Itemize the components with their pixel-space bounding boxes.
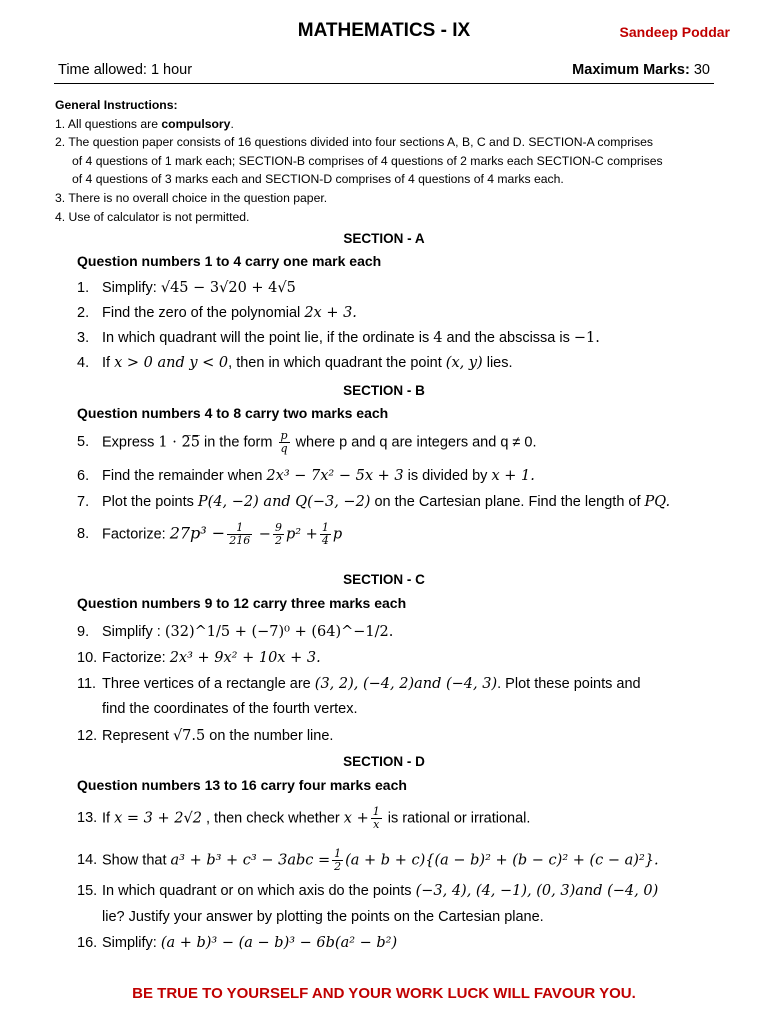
question-number: 14.	[77, 852, 98, 869]
fraction	[273, 522, 284, 547]
question-16	[77, 935, 397, 951]
fraction	[320, 522, 331, 547]
question-number: 9.	[77, 624, 90, 640]
question-12	[77, 728, 333, 744]
question-11-continued: find the coordinates of the fourth vertex.	[102, 701, 358, 717]
instruction-emphasis: compulsory	[161, 116, 231, 131]
question-math: −	[254, 526, 271, 543]
question-text: Simplify:	[102, 280, 161, 296]
marks-label: Maximum Marks:	[572, 62, 690, 78]
instruction-4: 4. Use of calculator is not permitted.	[55, 209, 250, 224]
question-number: 13.	[77, 810, 98, 827]
fraction-denominator: 216	[229, 534, 251, 547]
motivational-footer: BE TRUE TO YOURSELF AND YOUR WORK LUCK WILL FAVOUR YOU.	[132, 985, 636, 1002]
instruction-text: .	[230, 116, 234, 131]
fraction-numerator: 1	[321, 521, 329, 534]
question-math: P(4, −2) and Q(−3, −2)	[197, 494, 371, 510]
question-9	[77, 624, 393, 640]
question-math: (a + b)³ − (a − b)³ − 6b(a² − b²)	[160, 935, 398, 951]
question-7	[77, 494, 670, 510]
question-number: 3.	[77, 330, 90, 346]
question-5	[77, 430, 537, 455]
fraction-denominator: 2	[334, 860, 342, 873]
maximum-marks	[572, 62, 710, 78]
question-math: (x, y)	[445, 355, 483, 371]
header-divider	[54, 83, 714, 84]
fraction-denominator: x	[373, 818, 380, 831]
question-2	[77, 305, 357, 321]
question-math: (−3, 4), (4, −1), (0, 3)and (−4, 0)	[415, 883, 659, 899]
question-math: 27p³ −	[169, 523, 226, 543]
fraction-denominator: 4	[321, 534, 329, 547]
fraction-numerator: 1	[227, 522, 252, 535]
question-math: 1 · 2̅5̅	[158, 434, 200, 451]
question-11	[77, 676, 641, 692]
question-math: x > 0 and y < 0	[114, 355, 229, 371]
question-text: Simplify:	[102, 935, 161, 951]
question-math: p² +	[285, 526, 318, 543]
question-math: (a + b + c){(a − b)² + (b − c)² + (c − a)²}.	[345, 852, 659, 869]
question-text: Three vertices of a rectangle are	[102, 676, 315, 692]
question-number: 4.	[77, 355, 90, 371]
question-text: , then check whether	[201, 810, 344, 827]
fraction-denominator: 2	[274, 534, 282, 547]
question-number: 7.	[77, 494, 90, 510]
instruction-text: 1. All questions are	[55, 116, 162, 131]
question-number: 10.	[77, 650, 98, 666]
fraction-numerator: 1	[372, 805, 380, 818]
question-4	[77, 355, 513, 371]
question-text: Factorize:	[102, 650, 170, 666]
marks-value: 30	[693, 62, 710, 78]
question-14	[77, 848, 659, 873]
question-8	[77, 522, 342, 547]
section-c-title: SECTION - C	[343, 572, 425, 587]
fraction-denominator: q	[280, 442, 288, 455]
question-15	[77, 883, 658, 899]
question-text: Simplify :	[102, 624, 165, 640]
question-10	[77, 650, 321, 666]
question-text: Plot the points	[102, 494, 198, 510]
fraction-numerator: 1	[334, 847, 342, 860]
question-15-continued: lie? Justify your answer by plotting the points on the Cartesian plane.	[102, 909, 544, 925]
fraction-numerator: p	[280, 429, 288, 442]
question-math: √7.5	[172, 728, 206, 744]
question-number: 6.	[77, 468, 90, 484]
instruction-2-cont: of 4 questions of 1 mark each; SECTION-B comprises of 4 questions of 2 marks each SECTION-C comprises	[72, 153, 663, 168]
question-number: 1.	[77, 280, 90, 296]
fraction	[371, 806, 382, 831]
question-math: PQ.	[644, 494, 671, 510]
question-text: Find the remainder when	[102, 468, 267, 484]
question-math: p	[332, 526, 343, 543]
question-text: . Plot these points and	[497, 676, 641, 692]
question-1	[77, 280, 296, 296]
section-a-subtitle: Question numbers 1 to 4 carry one mark each	[77, 253, 382, 269]
question-text: and the abscissa is	[442, 330, 574, 346]
question-3	[77, 330, 600, 346]
question-text: Show that	[102, 852, 171, 869]
fraction	[279, 430, 290, 455]
question-text: is divided by	[403, 468, 492, 484]
section-b-subtitle: Question numbers 4 to 8 carry two marks each	[77, 405, 389, 421]
question-math: x + 1.	[491, 468, 535, 484]
question-text: If	[102, 355, 115, 371]
question-text: in the form	[199, 434, 277, 451]
question-math: √45 − 3√20 + 4√5	[160, 280, 296, 296]
question-text: Find the zero of the polynomial	[102, 305, 305, 321]
author-name: Sandeep Poddar	[619, 24, 730, 40]
page-title: MATHEMATICS - IX	[297, 20, 471, 41]
question-math: 2x + 3.	[304, 305, 357, 321]
question-text: on the Cartesian plane. Find the length of	[370, 494, 645, 510]
section-b-title: SECTION - B	[343, 383, 425, 398]
instructions-heading: General Instructions:	[55, 98, 178, 112]
instruction-3: 3. There is no overall choice in the question paper.	[55, 190, 328, 205]
time-allowed: Time allowed: 1 hour	[58, 62, 193, 78]
fraction	[227, 522, 252, 547]
question-text: If	[102, 810, 115, 827]
question-number: 15.	[77, 883, 98, 899]
instruction-1	[55, 115, 735, 134]
question-13	[77, 806, 530, 831]
instruction-2-cont: of 4 questions of 3 marks each and SECTION-D comprises of 4 questions of 4 marks each.	[72, 172, 564, 187]
question-math: x +	[343, 810, 369, 827]
question-math: 2x³ + 9x² + 10x + 3.	[169, 650, 321, 666]
general-instructions	[55, 96, 735, 226]
question-text: lies.	[482, 355, 513, 371]
question-number: 8.	[77, 526, 90, 543]
fraction-numerator: 9	[274, 521, 282, 534]
question-text: In which quadrant will the point lie, if the ordinate is	[102, 330, 434, 346]
question-math: (32)^1/5 + (−7)⁰ + (64)^−1/2.	[164, 624, 394, 640]
question-math: x = 3 + 2√2	[114, 810, 202, 827]
question-text: Factorize:	[102, 526, 170, 543]
question-number: 2.	[77, 305, 90, 321]
section-d-subtitle: Question numbers 13 to 16 carry four marks each	[77, 777, 407, 793]
question-text: where p and q are integers and q ≠ 0.	[291, 434, 537, 451]
question-text: Express	[102, 434, 159, 451]
question-6	[77, 468, 535, 484]
question-number: 16.	[77, 935, 98, 951]
question-number: 12.	[77, 728, 98, 744]
question-text: In which quadrant or on which axis do the points	[102, 883, 416, 899]
question-math: (3, 2), (−4, 2)and (−4, 3)	[314, 676, 498, 692]
question-text: , then in which quadrant the point	[228, 355, 446, 371]
question-number: 5.	[77, 434, 90, 451]
question-math: 4	[433, 330, 443, 346]
question-text: on the number line.	[205, 728, 334, 744]
section-a-title: SECTION - A	[343, 231, 425, 246]
question-math: 2x³ − 7x² − 5x + 3	[266, 468, 404, 484]
question-number: 11.	[77, 676, 97, 692]
instruction-2: 2. The question paper consists of 16 questions divided into four sections A, B, C and D. SECTION-A comprises	[55, 135, 653, 150]
question-text: Represent	[102, 728, 173, 744]
question-math: a³ + b³ + c³ − 3abc =	[170, 852, 331, 869]
section-c-subtitle: Question numbers 9 to 12 carry three marks each	[77, 595, 407, 611]
section-d-title: SECTION - D	[343, 754, 425, 769]
question-math: −1.	[573, 330, 600, 346]
question-text: is rational or irrational.	[383, 810, 531, 827]
fraction	[332, 848, 343, 873]
